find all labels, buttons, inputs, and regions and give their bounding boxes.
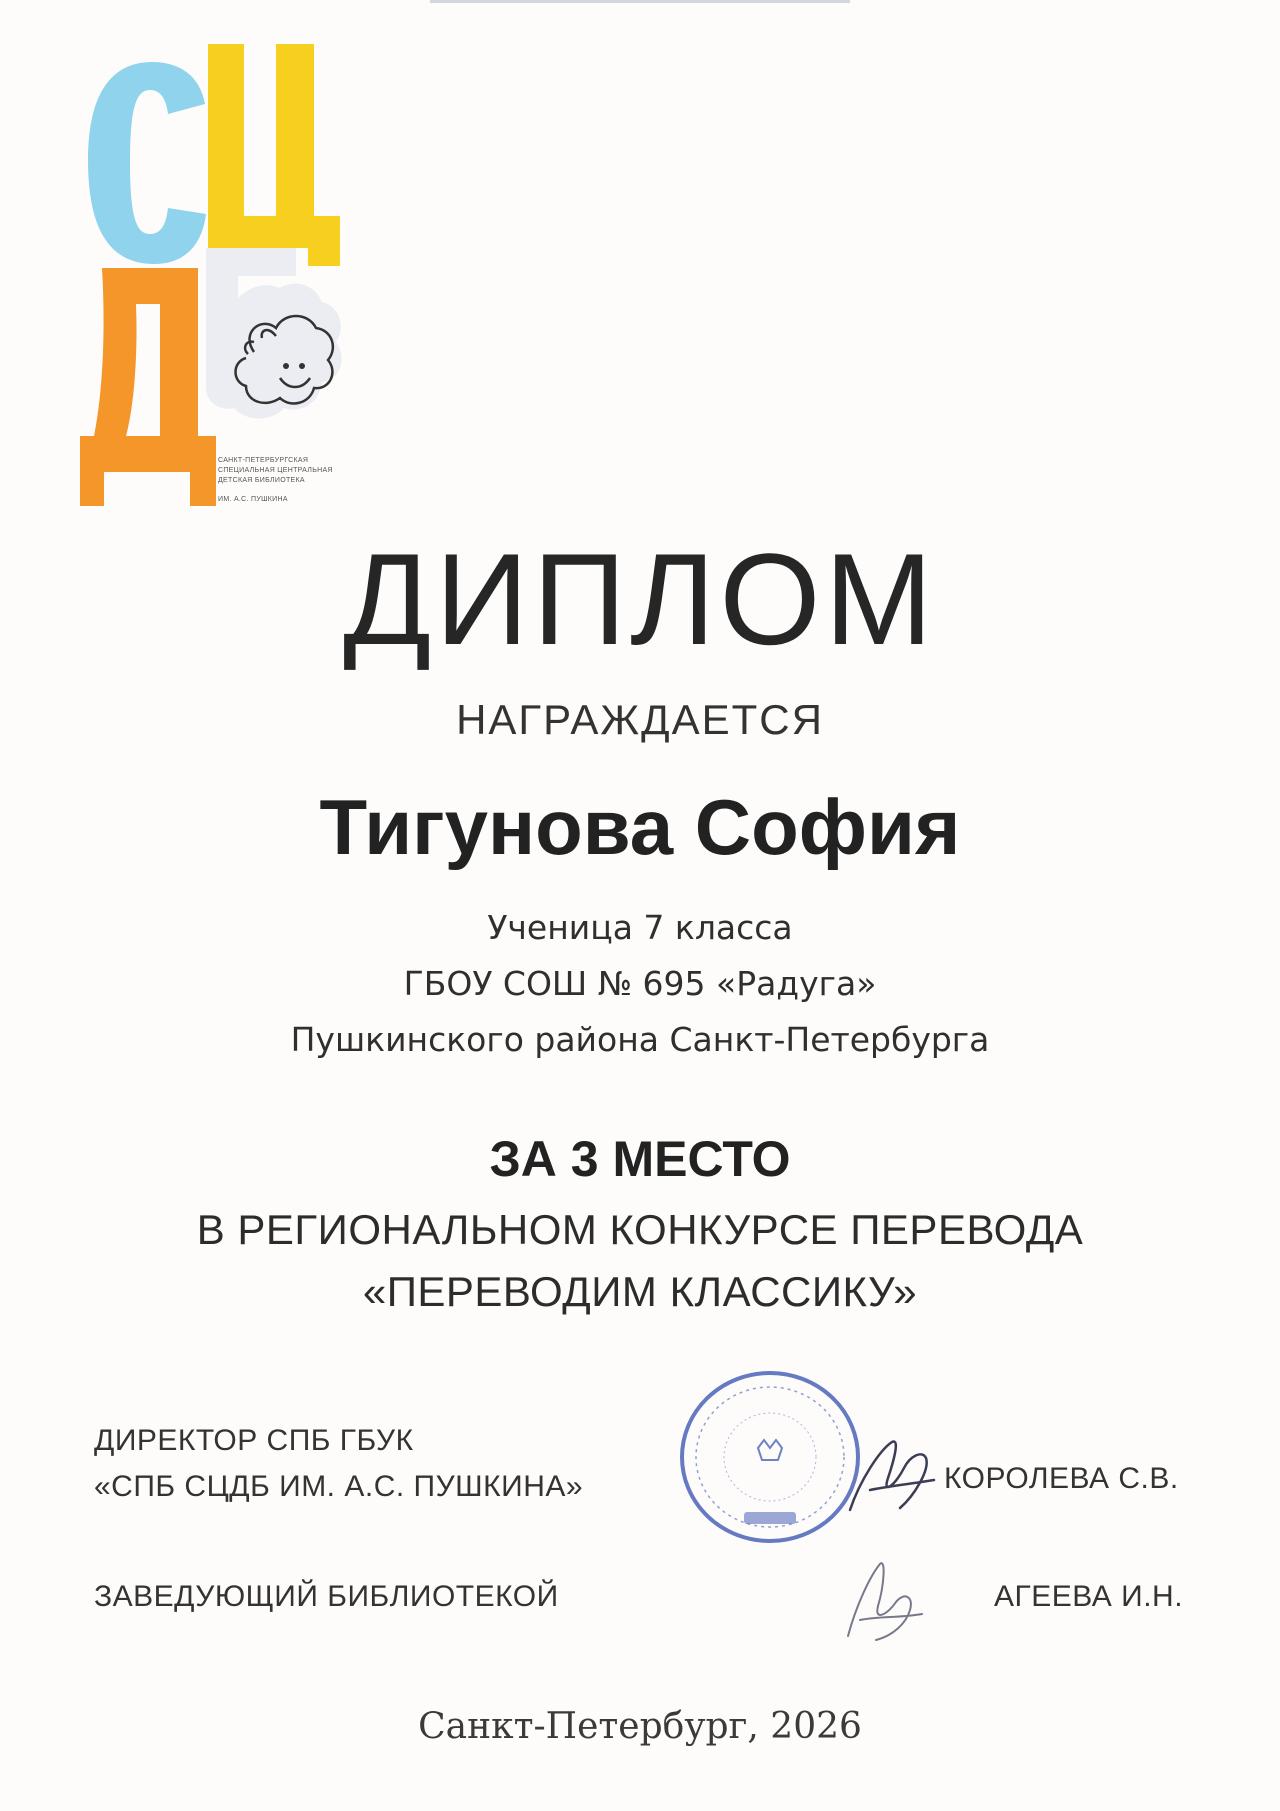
library-logo [40, 36, 380, 516]
director-signature-icon [830, 1420, 950, 1530]
librarian-title: ЗАВЕДУЮЩИЙ БИБЛИОТЕКОЙ [94, 1580, 559, 1613]
director-title-line: ДИРЕКТОР СПБ ГБУК [94, 1424, 414, 1457]
awarded-label: НАГРАЖДАЕТСЯ [456, 696, 824, 743]
recipient-name: Тигунова София [319, 783, 961, 871]
contest-description: В РЕГИОНАЛЬНОМ КОНКУРСЕ ПЕРЕВОДА [196, 1206, 1084, 1253]
logo-caption [218, 456, 408, 505]
librarian-signature-icon [830, 1536, 940, 1656]
logo-caption-line: ИМ. А.С. ПУШКИНА [218, 496, 288, 503]
logo-caption-line: САНКТ-ПЕТЕРБУРГСКАЯ [218, 457, 309, 464]
logo-caption-line: СПЕЦИАЛЬНАЯ ЦЕНТРАЛЬНАЯ [218, 467, 333, 474]
logo-letters-icon [40, 36, 380, 516]
librarian-name: АГЕЕВА И.Н. [994, 1580, 1184, 1613]
logo-caption-line: ДЕТСКАЯ БИБЛИОТЕКА [218, 477, 305, 484]
logo-letter-d [80, 268, 216, 506]
diploma-title: ДИПЛОМ [343, 526, 937, 672]
recipient-grade: Ученица 7 класса [487, 908, 793, 947]
logo-letter-ts [208, 44, 340, 266]
contest-name: «ПЕРЕВОДИМ КЛАССИКУ» [362, 1268, 918, 1315]
award-place: ЗА 3 МЕСТО [489, 1131, 791, 1187]
recipient-district: Пушкинского района Санкт-Петербурга [290, 1020, 990, 1059]
director-name: КОРОЛЕВА С.В. [944, 1462, 1179, 1495]
scan-edge-shade [430, 0, 850, 3]
recipient-school: ГБОУ СОШ № 695 «Радуга» [403, 964, 877, 1003]
logo-letter-c [88, 62, 206, 264]
logo-letter-b [206, 248, 342, 419]
city-year: Санкт-Петербург, 2026 [418, 1706, 862, 1747]
director-title-line: «СПБ СЦДБ ИМ. А.С. ПУШКИНА» [94, 1470, 584, 1503]
